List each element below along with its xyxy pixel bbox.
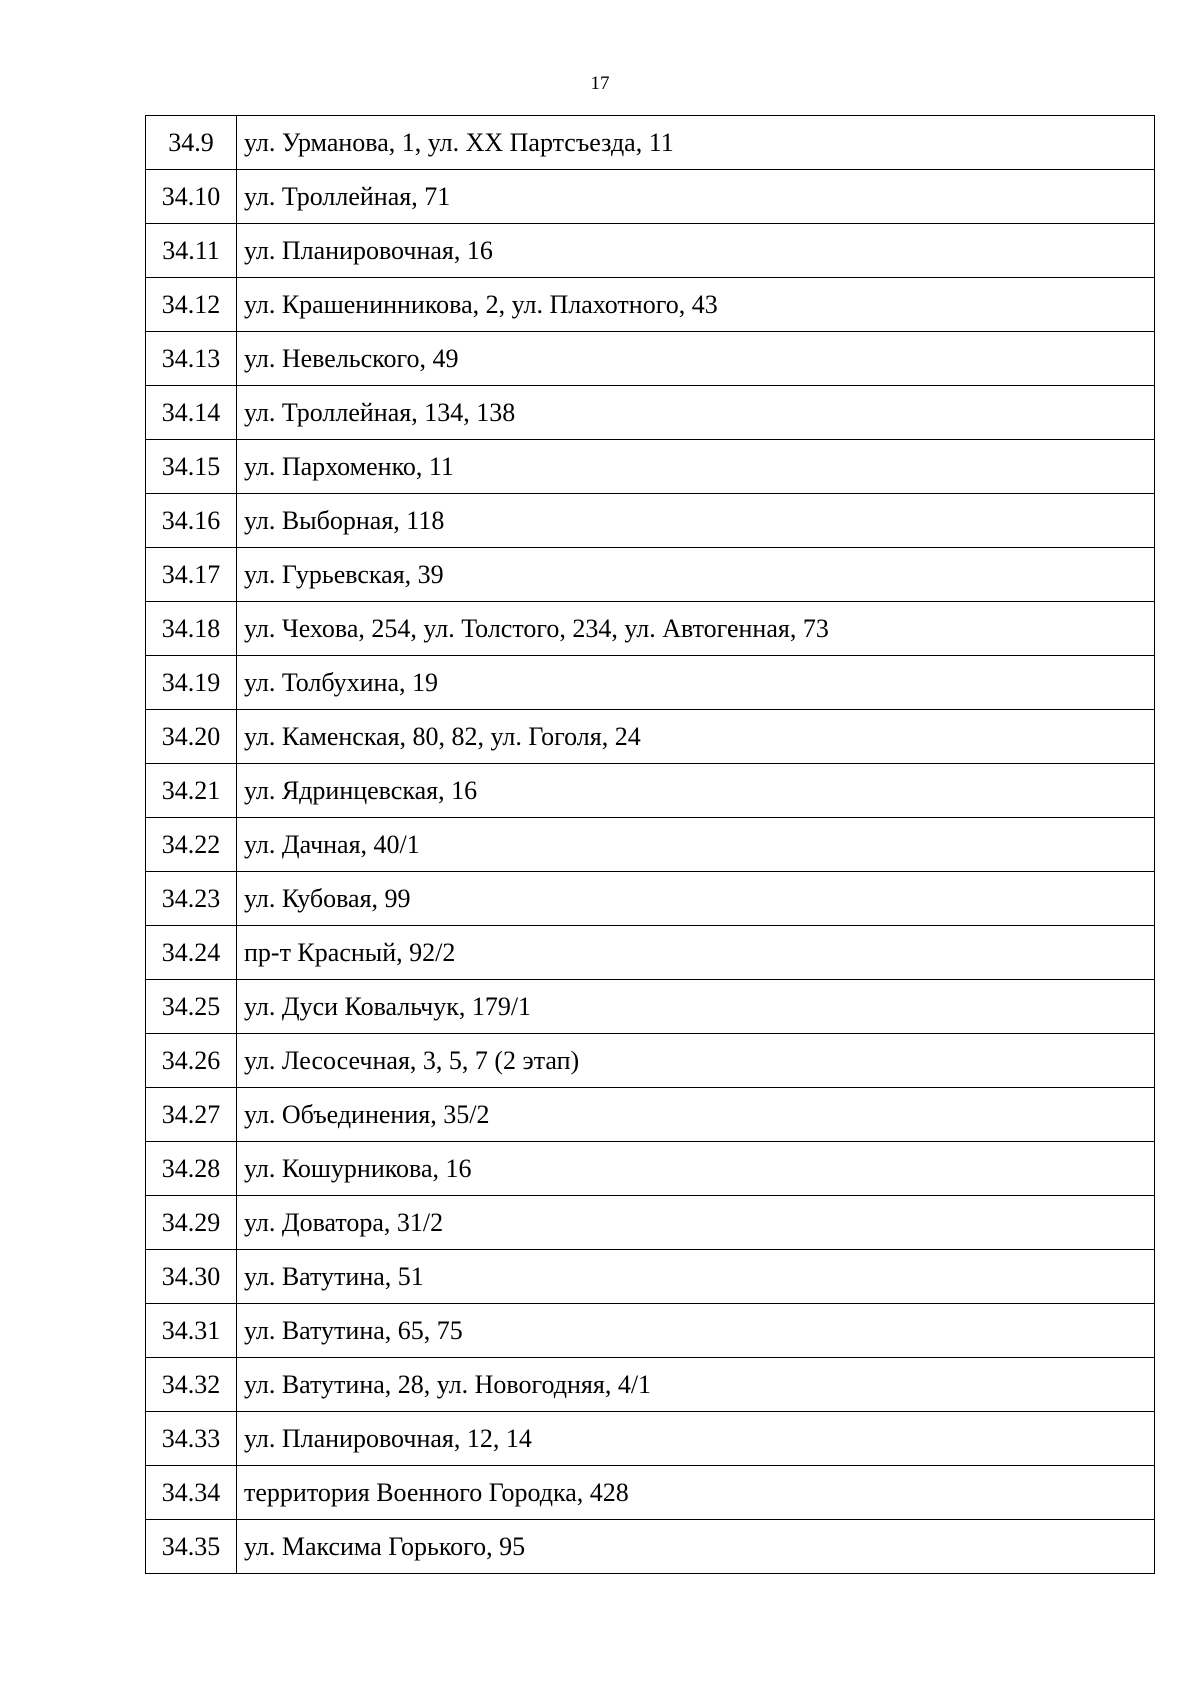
row-number-cell: 34.19 <box>146 656 237 710</box>
address-cell: ул. Ядринцевская, 16 <box>237 764 1155 818</box>
table-row <box>146 1034 1155 1088</box>
row-number-cell: 34.10 <box>146 170 237 224</box>
row-number-cell: 34.30 <box>146 1250 237 1304</box>
row-number-cell: 34.27 <box>146 1088 237 1142</box>
table-row <box>146 1088 1155 1142</box>
table-row <box>146 980 1155 1034</box>
address-cell: ул. Ватутина, 28, ул. Новогодняя, 4/1 <box>237 1358 1155 1412</box>
table-row <box>146 440 1155 494</box>
table-row <box>146 332 1155 386</box>
address-cell: ул. Объединения, 35/2 <box>237 1088 1155 1142</box>
row-number-cell: 34.25 <box>146 980 237 1034</box>
address-cell: ул. Невельского, 49 <box>237 332 1155 386</box>
table-row <box>146 818 1155 872</box>
table-row <box>146 224 1155 278</box>
table-row <box>146 1466 1155 1520</box>
address-cell: ул. Кубовая, 99 <box>237 872 1155 926</box>
address-cell: ул. Ватутина, 65, 75 <box>237 1304 1155 1358</box>
row-number-cell: 34.15 <box>146 440 237 494</box>
table-row <box>146 1196 1155 1250</box>
table-row <box>146 1358 1155 1412</box>
table-row <box>146 764 1155 818</box>
address-cell: ул. Максима Горького, 95 <box>237 1520 1155 1574</box>
address-cell: ул. Лесосечная, 3, 5, 7 (2 этап) <box>237 1034 1155 1088</box>
row-number-cell: 34.31 <box>146 1304 237 1358</box>
table-row <box>146 1520 1155 1574</box>
row-number-cell: 34.9 <box>146 116 237 170</box>
address-cell: ул. Доватора, 31/2 <box>237 1196 1155 1250</box>
address-cell: ул. Дачная, 40/1 <box>237 818 1155 872</box>
row-number-cell: 34.14 <box>146 386 237 440</box>
address-cell: ул. Гурьевская, 39 <box>237 548 1155 602</box>
address-cell: ул. Пархоменко, 11 <box>237 440 1155 494</box>
row-number-cell: 34.12 <box>146 278 237 332</box>
table-row <box>146 1142 1155 1196</box>
row-number-cell: 34.34 <box>146 1466 237 1520</box>
row-number-cell: 34.33 <box>146 1412 237 1466</box>
table-row <box>146 116 1155 170</box>
row-number-cell: 34.26 <box>146 1034 237 1088</box>
table-row <box>146 602 1155 656</box>
address-cell: ул. Троллейная, 134, 138 <box>237 386 1155 440</box>
address-cell: ул. Ватутина, 51 <box>237 1250 1155 1304</box>
table-row <box>146 278 1155 332</box>
page-number: 17 <box>590 73 610 94</box>
address-cell: ул. Толбухина, 19 <box>237 656 1155 710</box>
address-cell: ул. Кошурникова, 16 <box>237 1142 1155 1196</box>
row-number-cell: 34.29 <box>146 1196 237 1250</box>
row-number-cell: 34.22 <box>146 818 237 872</box>
address-cell: ул. Планировочная, 16 <box>237 224 1155 278</box>
address-cell: пр-т Красный, 92/2 <box>237 926 1155 980</box>
address-cell: территория Военного Городка, 428 <box>237 1466 1155 1520</box>
address-cell: ул. Чехова, 254, ул. Толстого, 234, ул. Автогенная, 73 <box>237 602 1155 656</box>
row-number-cell: 34.35 <box>146 1520 237 1574</box>
address-cell: ул. Крашенинникова, 2, ул. Плахотного, 43 <box>237 278 1155 332</box>
table-row <box>146 386 1155 440</box>
row-number-cell: 34.20 <box>146 710 237 764</box>
address-cell: ул. Дуси Ковальчук, 179/1 <box>237 980 1155 1034</box>
table-row <box>146 1412 1155 1466</box>
row-number-cell: 34.13 <box>146 332 237 386</box>
row-number-cell: 34.24 <box>146 926 237 980</box>
row-number-cell: 34.16 <box>146 494 237 548</box>
address-cell: ул. Каменская, 80, 82, ул. Гоголя, 24 <box>237 710 1155 764</box>
table-row <box>146 548 1155 602</box>
table-row <box>146 1304 1155 1358</box>
address-cell: ул. Планировочная, 12, 14 <box>237 1412 1155 1466</box>
row-number-cell: 34.28 <box>146 1142 237 1196</box>
row-number-cell: 34.23 <box>146 872 237 926</box>
address-cell: ул. Троллейная, 71 <box>237 170 1155 224</box>
row-number-cell: 34.32 <box>146 1358 237 1412</box>
table-row <box>146 872 1155 926</box>
row-number-cell: 34.21 <box>146 764 237 818</box>
table-row <box>146 1250 1155 1304</box>
table-row <box>146 656 1155 710</box>
table-row <box>146 170 1155 224</box>
address-cell: ул. Урманова, 1, ул. XX Партсъезда, 11 <box>237 116 1155 170</box>
address-table-body <box>146 116 1155 1574</box>
row-number-cell: 34.11 <box>146 224 237 278</box>
row-number-cell: 34.18 <box>146 602 237 656</box>
row-number-cell: 34.17 <box>146 548 237 602</box>
address-cell: ул. Выборная, 118 <box>237 494 1155 548</box>
table-row <box>146 710 1155 764</box>
address-table <box>145 115 1155 1574</box>
table-row <box>146 494 1155 548</box>
table-row <box>146 926 1155 980</box>
